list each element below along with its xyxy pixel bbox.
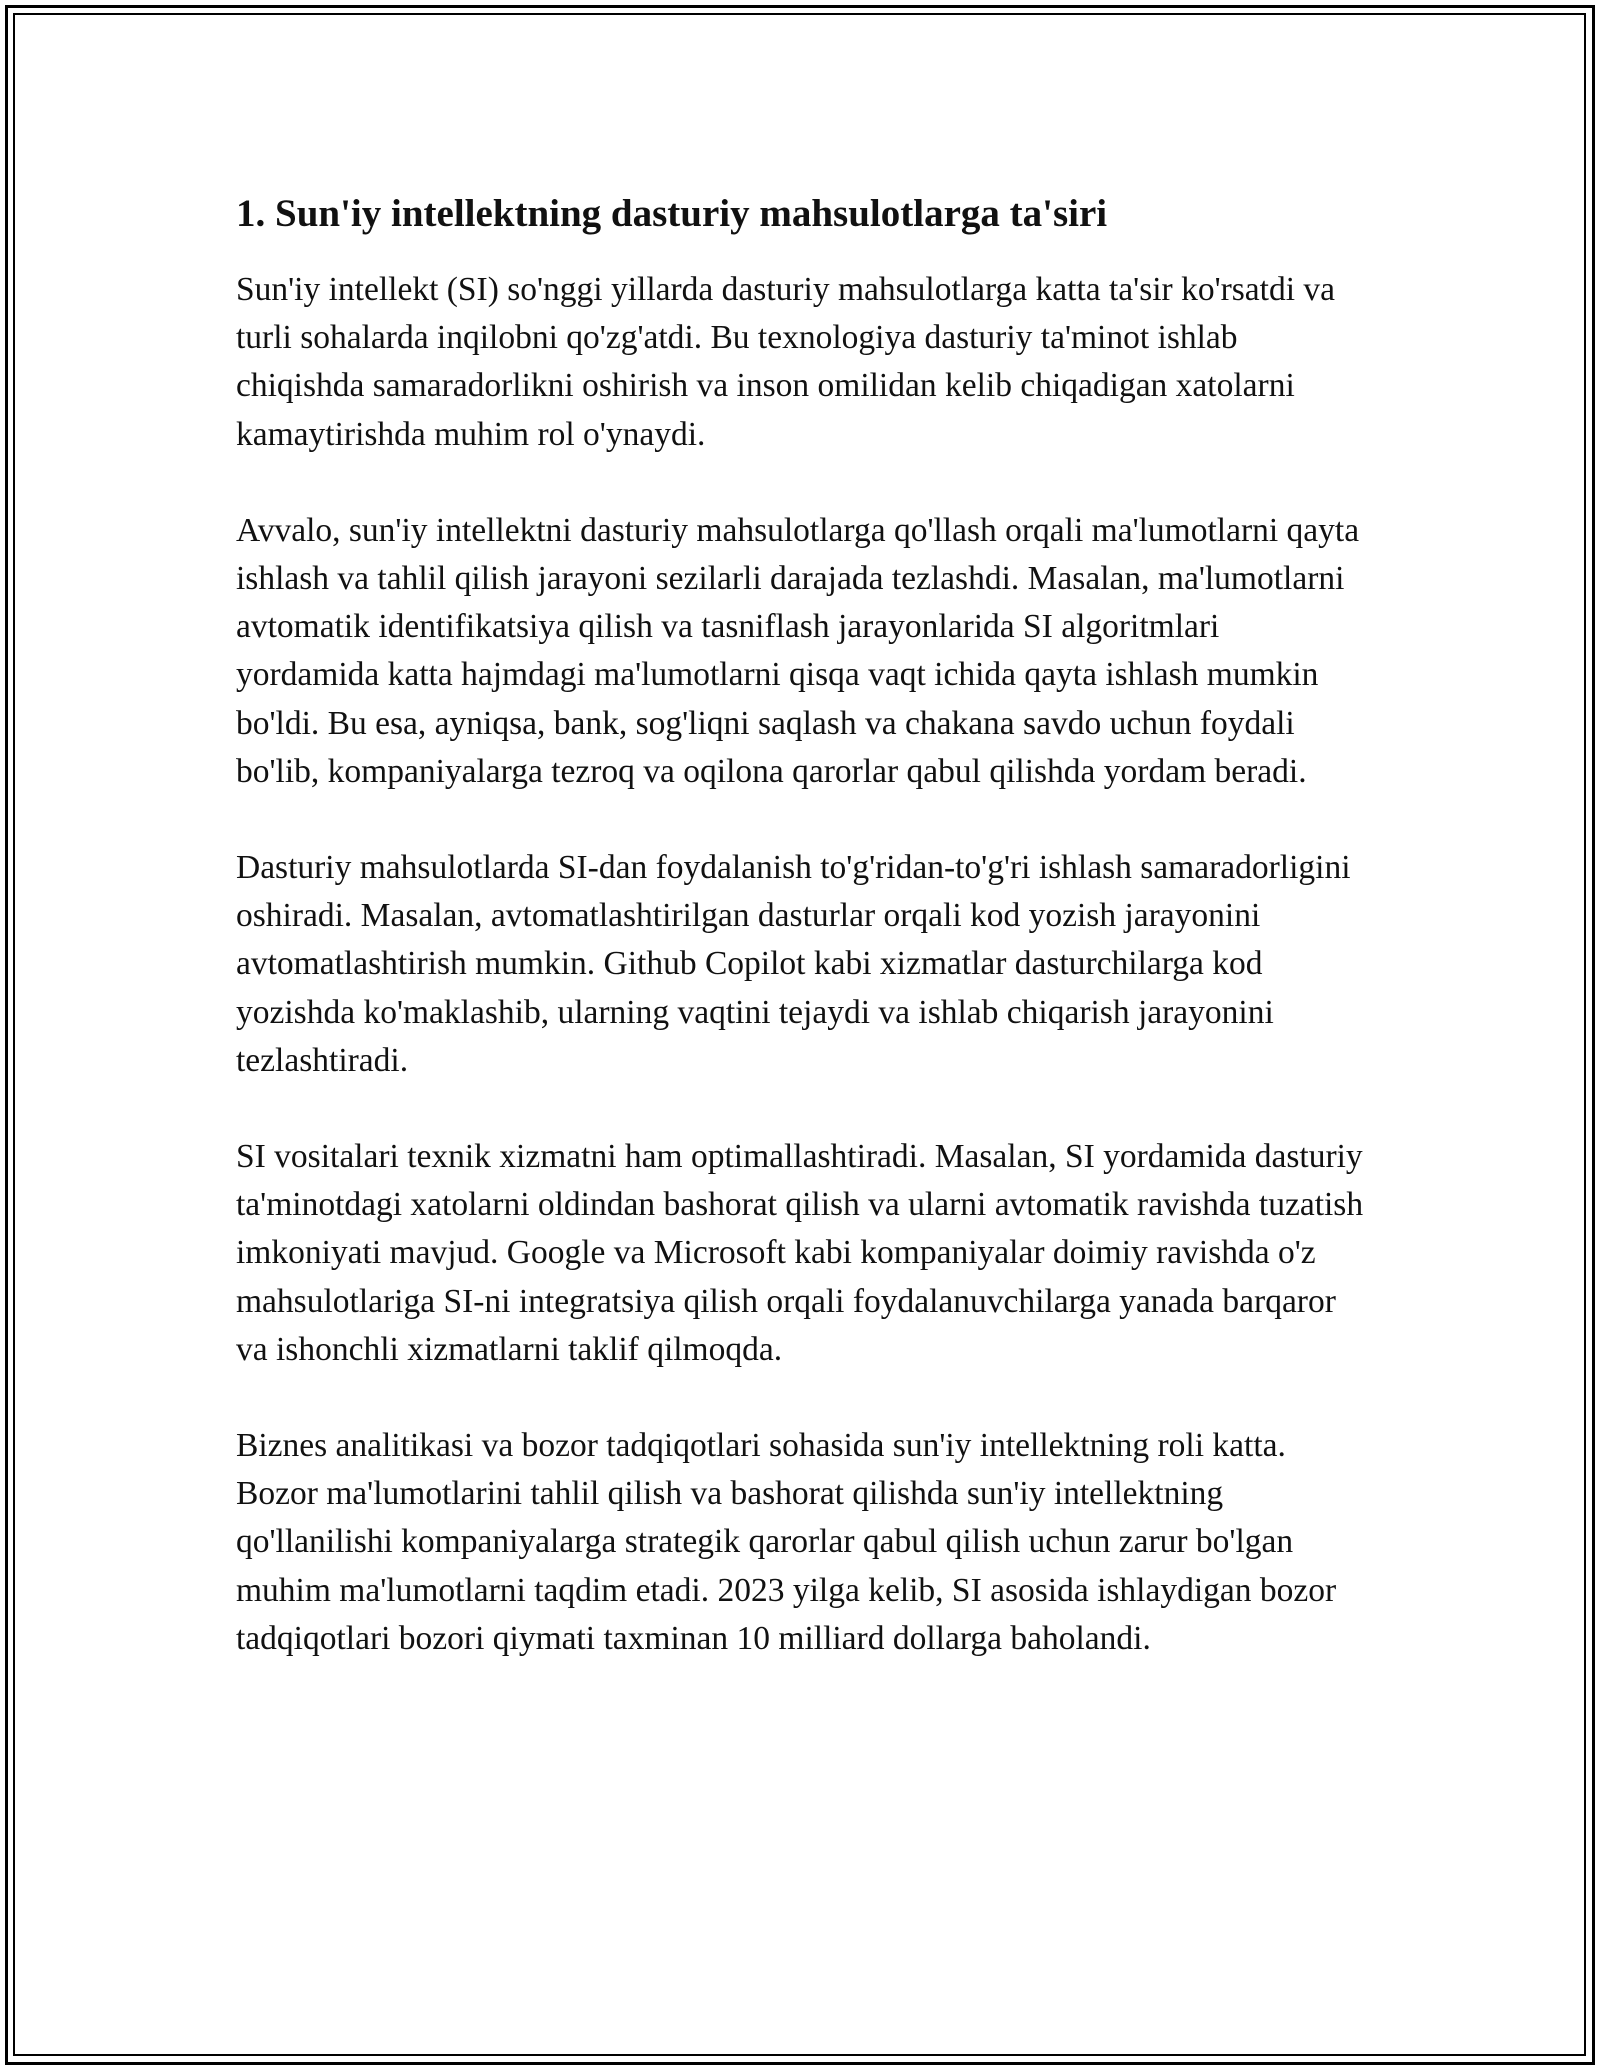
paragraph-maintenance: SI vositalari texnik xizmatni ham optimallashtiradi. Masalan, SI yordamida dasturiy ta'minotdagi xatolarni oldindan bashorat qilish va ularni avtomatik ravishda tuzatish imkoniyati mavjud. Google va Microsoft kabi kompaniyalar doimiy ravishda o'z mahsulotlariga SI-ni integratsiya qilish orqali foydalanuvchilarga yanada barqaror va ishonchli xizmatlarni taklif qilmoqda. bbox=[236, 1138, 1364, 1368]
paragraph-business-analytics: Biznes analitikasi va bozor tadqiqotlari sohasida sun'iy intellektning roli katta. Bozor ma'lumotlarini tahlil qilish va bashorat qilishda sun'iy intellektning qo'llanilishi kompaniyalarga strategik qarorlar qabul qilish uchun zarur bo'lgan muhim ma'lumotlarni taqdim etadi. 2023 yilga kelib, SI asosida ishlaydigan bozor tadqiqotlari bozori qiymati taxminan 10 milliard dollarga baholandi. bbox=[236, 1427, 1337, 1657]
paragraph-efficiency: Dasturiy mahsulotlarda SI-dan foydalanish to'g'ridan-to'g'ri ishlash samaradorligini oshiradi. Masalan, avtomatlashtirilgan dasturlar orqali kod yozish jarayonini avtomatlashtirish mumkin. Github Copilot kabi xizmatlar dasturchilarga kod yozishda ko'maklashib, ularning vaqtini tejaydi va ishlab chiqarish jarayonini tezlashtiradi. bbox=[236, 849, 1351, 1079]
paragraph-data-processing: Avvalo, sun'iy intellektni dasturiy mahsulotlarga qo'llash orqali ma'lumotlarni qayta ishlash va tahlil qilish jarayoni sezilarli darajada tezlashdi. Masalan, ma'lumotlarni avtomatik identifikatsiya qilish va tasniflash jarayonlarida SI algoritmlari yordamida katta hajmdagi ma'lumotlarni qisqa vaqt ichida qayta ishlash mumkin bo'ldi. Bu esa, ayniqsa, bank, sog'liqni saqlash va chakana savdo uchun foydali bo'lib, kompaniyalarga tezroq va oqilona qarorlar qabul qilishda yordam beradi. bbox=[236, 511, 1360, 790]
document-body bbox=[236, 190, 1366, 1711]
paragraph-intro: Sun'iy intellekt (SI) so'nggi yillarda dasturiy mahsulotlarga katta ta'sir ko'rsatdi va turli sohalarda inqilobni qo'zg'atdi. Bu texnologiya dasturiy ta'minot ishlab chiqishda samaradorlikni oshirish va inson omilidan kelib chiqadigan xatolarni kamaytirishda muhim rol o'ynaydi. bbox=[236, 271, 1336, 453]
section-heading: 1. Sun'iy intellektning dasturiy mahsulotlarga ta'siri bbox=[236, 192, 1108, 235]
